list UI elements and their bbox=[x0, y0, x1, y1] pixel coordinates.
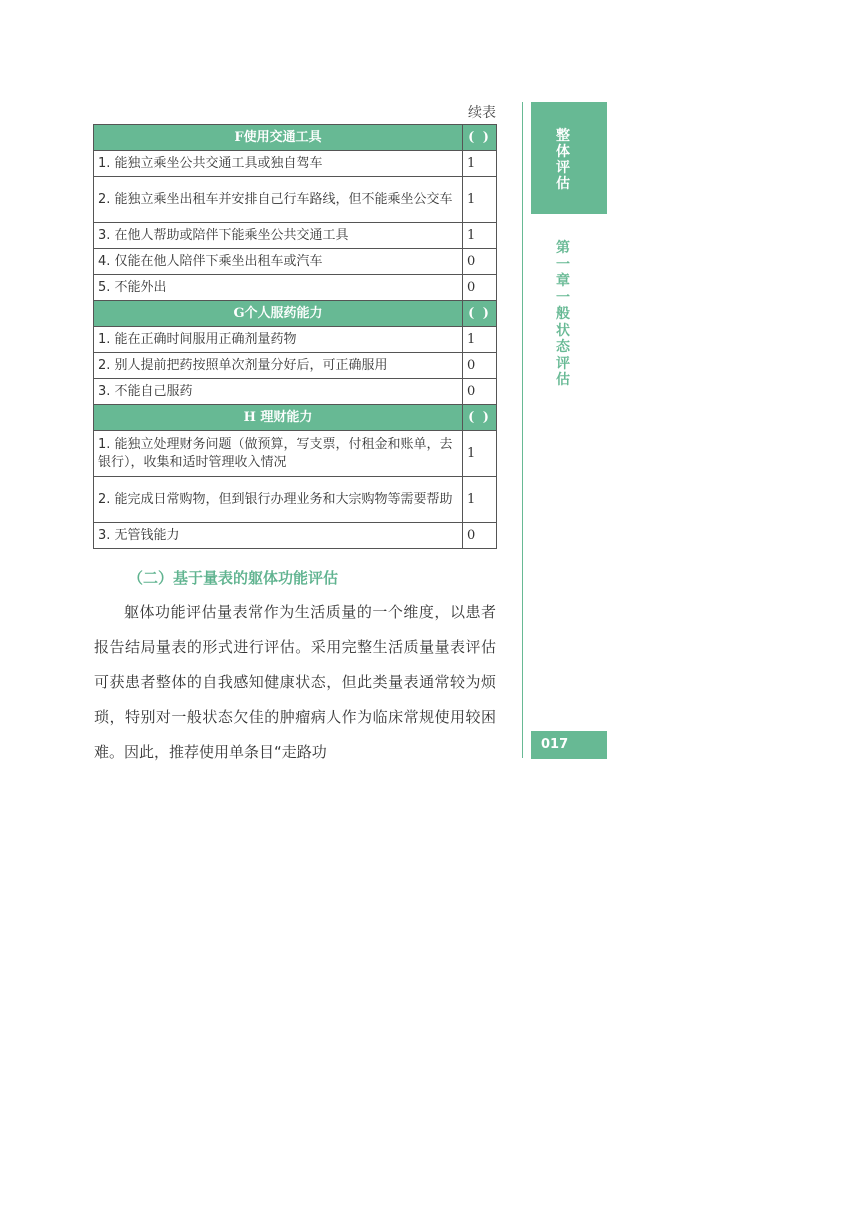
item-text: 1. 能独立乘坐公共交通工具或独自驾车 bbox=[94, 151, 463, 177]
table-row bbox=[94, 249, 497, 275]
item-text: 2. 能完成日常购物，但到银行办理业务和大宗购物等需要帮助 bbox=[94, 477, 463, 523]
table-row bbox=[94, 431, 497, 477]
score-header: ( ) bbox=[463, 301, 497, 327]
item-score: 0 bbox=[463, 275, 497, 301]
item-text: 3. 不能自己服药 bbox=[94, 379, 463, 405]
body-text bbox=[94, 595, 496, 770]
table-row bbox=[94, 327, 497, 353]
item-score: 1 bbox=[463, 223, 497, 249]
item-text: 2. 能独立乘坐出租车并安排自己行车路线，但不能乘坐公交车 bbox=[94, 177, 463, 223]
item-text: 2. 别人提前把药按照单次剂量分好后，可正确服用 bbox=[94, 353, 463, 379]
table-row bbox=[94, 275, 497, 301]
score-header: ( ) bbox=[463, 405, 497, 431]
item-score: 1 bbox=[463, 477, 497, 523]
chapter-tab-label: 整体评估 bbox=[556, 128, 570, 192]
section-heading: （二）基于量表的躯体功能评估 bbox=[128, 569, 339, 587]
page-number: 017 bbox=[541, 737, 569, 752]
score-header: ( ) bbox=[463, 125, 497, 151]
body-paragraph: 躯体功能评估量表常作为生活质量的一个维度，以患者报告结局量表的形式进行评估。采用完整生活质量量表评估可获患者整体的自我感知健康状态，但此类量表通常较为烦琐，特别对一般状态欠佳的肿瘤病人作为临床常规使用较困难。因此，推荐使用单条目“走路功 bbox=[94, 603, 496, 761]
item-text: 3. 无管钱能力 bbox=[94, 523, 463, 549]
section-title: F使用交通工具 bbox=[94, 125, 463, 151]
section-title: G个人服药能力 bbox=[94, 301, 463, 327]
item-score: 1 bbox=[463, 151, 497, 177]
item-text: 5. 不能外出 bbox=[94, 275, 463, 301]
section-header-g bbox=[94, 301, 497, 327]
item-text: 3. 在他人帮助或陪伴下能乘坐公共交通工具 bbox=[94, 223, 463, 249]
chapter-title: 第一章 一般状态评估 bbox=[556, 240, 584, 388]
item-score: 0 bbox=[463, 523, 497, 549]
item-text: 1. 能独立处理财务问题（做预算，写支票，付租金和账单，去银行），收集和适时管理收入情况 bbox=[94, 431, 463, 477]
item-score: 1 bbox=[463, 177, 497, 223]
item-text: 1. 能在正确时间服用正确剂量药物 bbox=[94, 327, 463, 353]
item-text: 4. 仅能在他人陪伴下乘坐出租车或汽车 bbox=[94, 249, 463, 275]
table-row bbox=[94, 177, 497, 223]
table-row bbox=[94, 477, 497, 523]
section-header-h bbox=[94, 405, 497, 431]
table-row bbox=[94, 151, 497, 177]
section-title: H 理财能力 bbox=[94, 405, 463, 431]
assessment-table bbox=[93, 124, 497, 549]
item-score: 0 bbox=[463, 379, 497, 405]
table-row bbox=[94, 223, 497, 249]
item-score: 0 bbox=[463, 353, 497, 379]
table-row bbox=[94, 379, 497, 405]
margin-divider bbox=[522, 102, 523, 758]
item-score: 1 bbox=[463, 431, 497, 477]
table-row bbox=[94, 353, 497, 379]
item-score: 1 bbox=[463, 327, 497, 353]
table-row bbox=[94, 523, 497, 549]
item-score: 0 bbox=[463, 249, 497, 275]
continued-label: 续表 bbox=[468, 105, 496, 121]
section-header-f bbox=[94, 125, 497, 151]
